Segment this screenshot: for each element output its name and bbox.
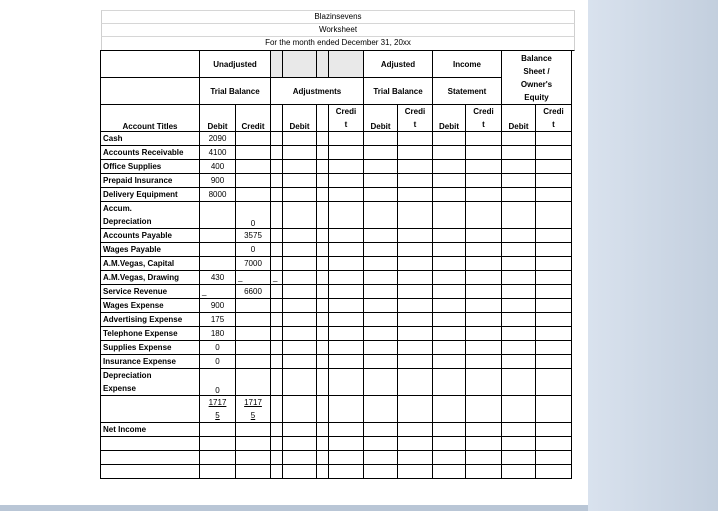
company-name: Blazinsevens <box>101 10 575 23</box>
account-titles-header: Account Titles <box>101 105 200 132</box>
table-row: Telephone Expense 180 <box>101 327 572 341</box>
window-background <box>588 0 718 511</box>
window-bottom-edge <box>0 505 588 511</box>
period-line: For the month ended December 31, 20xx <box>101 36 575 51</box>
table-row: Depreciation Expense 0 <box>101 369 572 396</box>
blank-row <box>101 437 572 451</box>
table-row: Wages Expense 900 <box>101 299 572 313</box>
table-row: Prepaid Insurance 900 <box>101 174 572 188</box>
table-row: A.M.Vegas, Drawing 430 _ _ <box>101 271 572 285</box>
unadjusted-header: Unadjusted <box>200 51 271 78</box>
adj-debit-header: Debit <box>283 105 317 132</box>
statement-header: Statement <box>433 78 502 105</box>
net-income-row <box>101 423 572 437</box>
table-row: Accounts Payable 3575 <box>101 229 572 243</box>
totals-row <box>101 396 572 423</box>
table-row: Service Revenue _ 6600 <box>101 285 572 299</box>
income-header: Income <box>433 51 502 78</box>
worksheet-title: Worksheet <box>101 23 575 36</box>
header-row-1 <box>101 51 572 78</box>
is-debit-header: Debit <box>433 105 466 132</box>
table-row: Accum. Depreciation 0 <box>101 202 572 229</box>
table-row: Advertising Expense 175 <box>101 313 572 327</box>
adjtb-credit-header: Credi t <box>398 105 433 132</box>
unadj-debit-header: Debit <box>200 105 236 132</box>
is-credit-header: Credi t <box>466 105 502 132</box>
adj-credit-header: Credi t <box>329 105 364 132</box>
table-row: Insurance Expense 0 <box>101 355 572 369</box>
adjusted-header: Adjusted <box>364 51 433 78</box>
bs-credit-header: Credi t <box>536 105 572 132</box>
table-row: Supplies Expense 0 <box>101 341 572 355</box>
table-row: Wages Payable 0 <box>101 243 572 257</box>
unadj-credit-header: Credit <box>236 105 271 132</box>
net-income-label: Net Income <box>101 423 200 437</box>
table-row: Cash 2090 <box>101 132 572 146</box>
adjustments-header: Adjustments <box>271 78 364 105</box>
adjusted-trial-balance-header: Trial Balance <box>364 78 433 105</box>
header-row-2 <box>101 78 572 105</box>
total-debit: 1717 5 <box>200 396 236 423</box>
total-credit: 1717 5 <box>236 396 271 423</box>
adjtb-debit-header: Debit <box>364 105 398 132</box>
bs-debit-header: Debit <box>502 105 536 132</box>
table-row: Office Supplies 400 <box>101 160 572 174</box>
table-row: A.M.Vegas, Capital 7000 <box>101 257 572 271</box>
balance-sheet-header: Balance Sheet / Owner's Equity <box>502 51 572 105</box>
table-row: Accounts Receivable 4100 <box>101 146 572 160</box>
worksheet-table <box>100 50 572 479</box>
trial-balance-header: Trial Balance <box>200 78 271 105</box>
table-row: Delivery Equipment 8000 <box>101 188 572 202</box>
column-header-row <box>101 105 572 132</box>
blank-row <box>101 451 572 465</box>
blank-row <box>101 465 572 479</box>
